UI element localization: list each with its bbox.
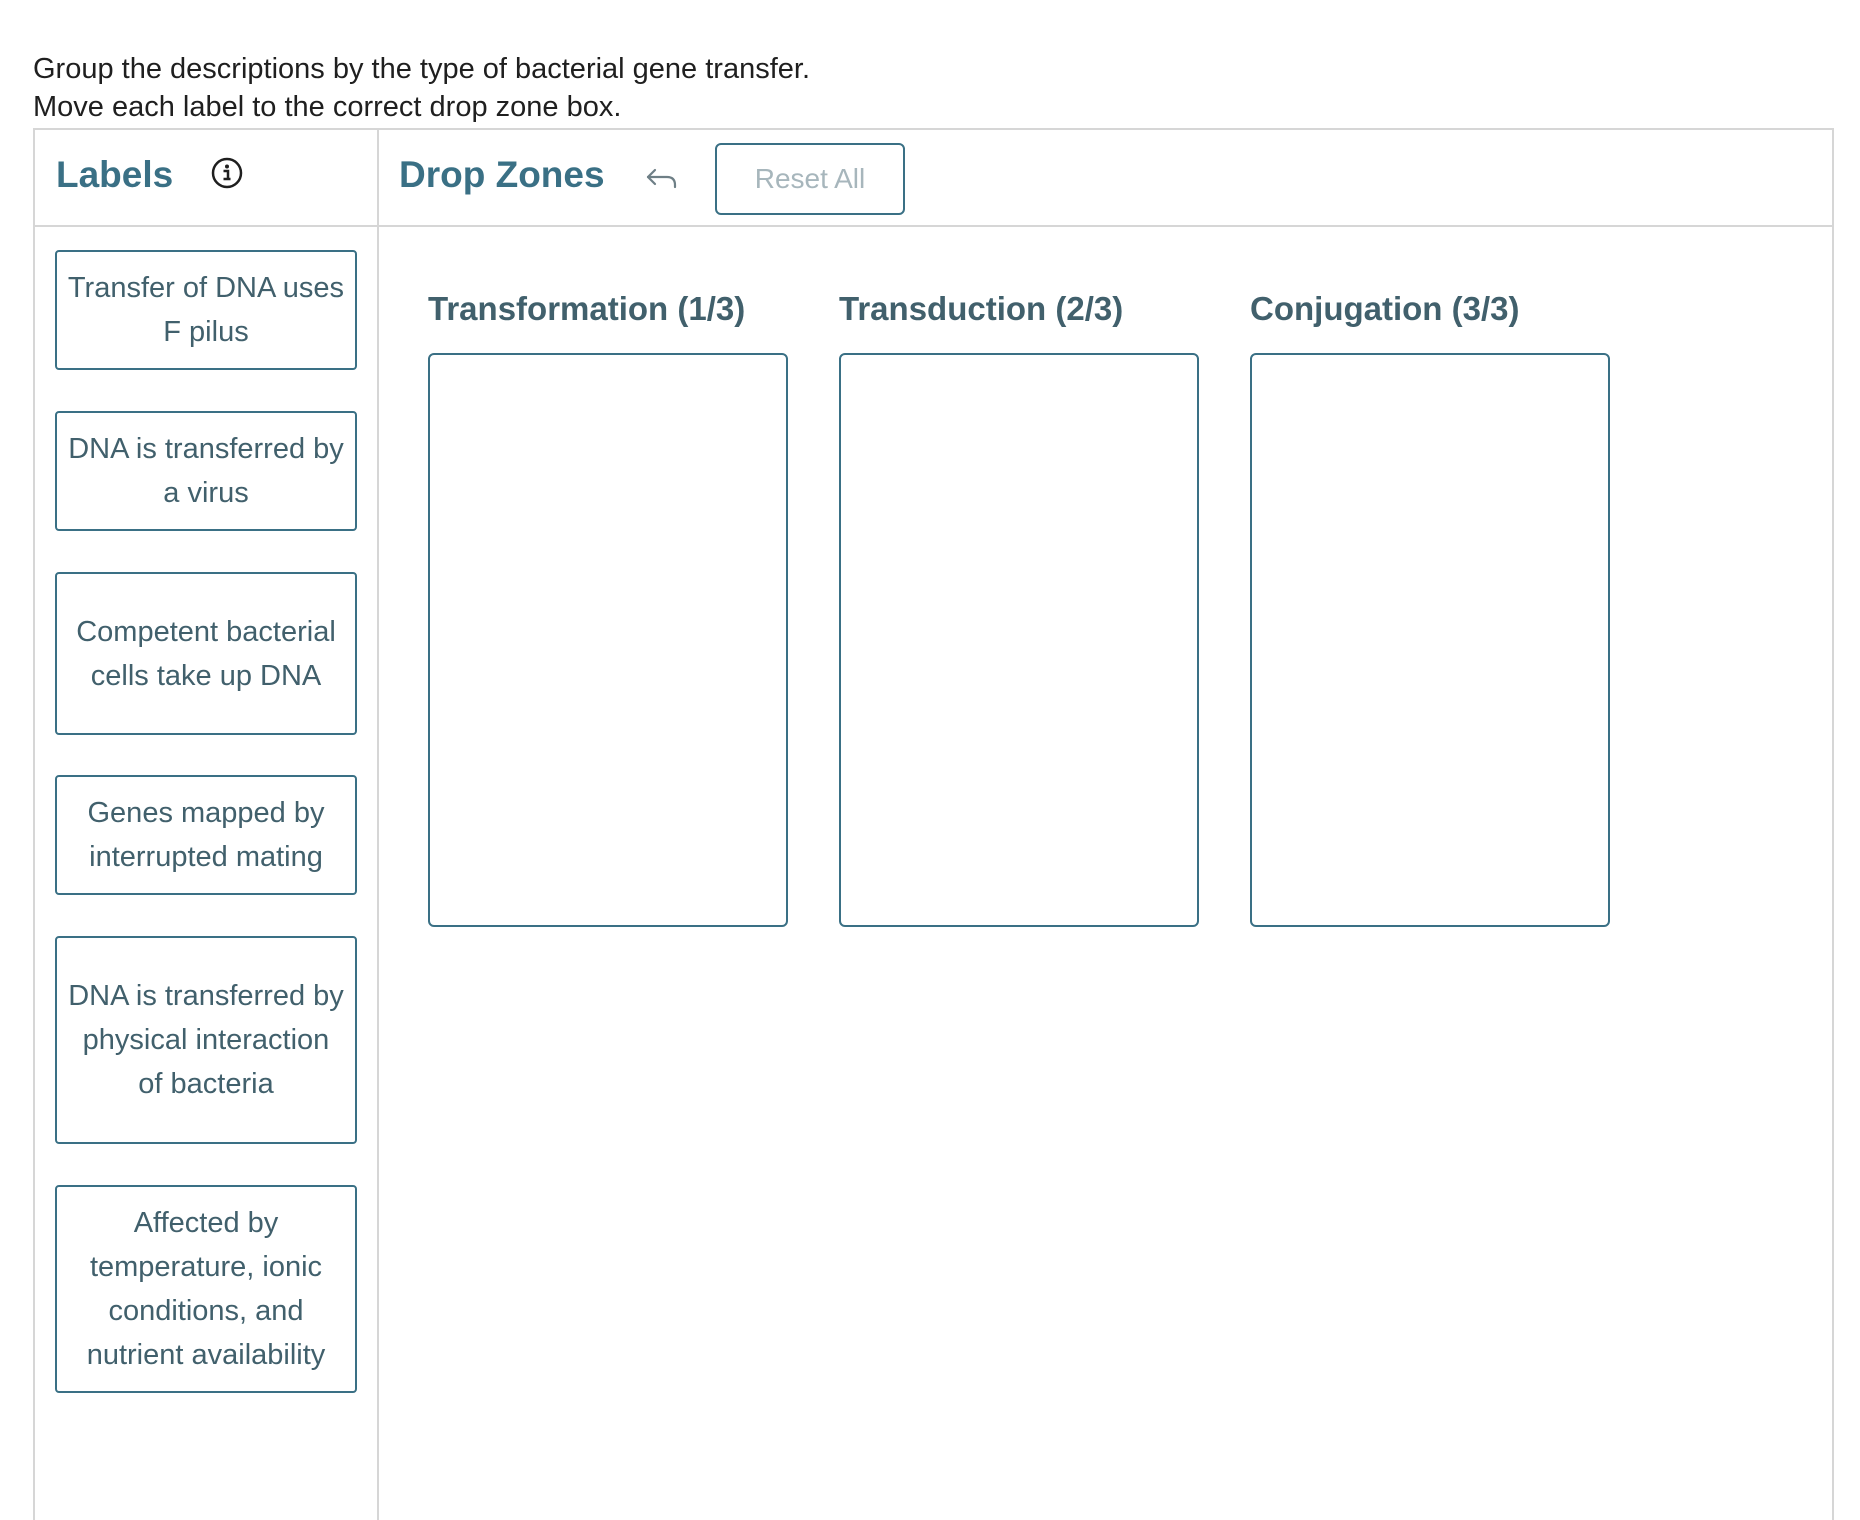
label-card[interactable] (55, 775, 357, 895)
drop-zone-title: Conjugation (3/3) (1250, 290, 1520, 327)
drop-zone-conjugation[interactable] (1250, 353, 1610, 927)
info-icon[interactable] (211, 157, 243, 189)
label-card-text: DNA is transferred by physical interaction of bacteria (68, 980, 344, 1100)
label-card-text: Affected by temperature, ionic conditions, and nutrient availability (86, 1207, 326, 1371)
drop-zones-title: Drop Zones (399, 154, 605, 195)
label-card-text: Competent bacterial cells take up DNA (76, 615, 336, 692)
label-card[interactable] (55, 1185, 357, 1393)
label-card[interactable] (55, 936, 357, 1144)
drop-zone-transduction[interactable] (839, 353, 1199, 927)
widget-header (35, 130, 1832, 227)
drop-zone-title: Transduction (2/3) (839, 290, 1124, 327)
label-card[interactable] (55, 250, 357, 370)
label-card-text: Transfer of DNA uses F pilus (67, 272, 345, 348)
drag-drop-widget (33, 128, 1834, 1520)
instruction-line-1: Group the descriptions by the type of bacterial gene transfer. (33, 53, 811, 85)
label-card-text: DNA is transferred by a virus (68, 433, 344, 509)
labels-title: Labels (56, 154, 174, 195)
instruction-line-2: Move each label to the correct drop zone box. (33, 91, 622, 123)
instructions (33, 50, 810, 126)
label-card-text: Genes mapped by interrupted mating (87, 797, 325, 873)
label-card[interactable] (55, 411, 357, 531)
drop-zone-title: Transformation (1/3) (428, 290, 746, 327)
label-card[interactable] (55, 572, 357, 735)
drop-zone-transformation[interactable] (428, 353, 788, 927)
undo-icon[interactable] (645, 166, 679, 190)
column-divider (377, 130, 379, 1520)
reset-all-button[interactable]: Reset All (715, 143, 905, 215)
